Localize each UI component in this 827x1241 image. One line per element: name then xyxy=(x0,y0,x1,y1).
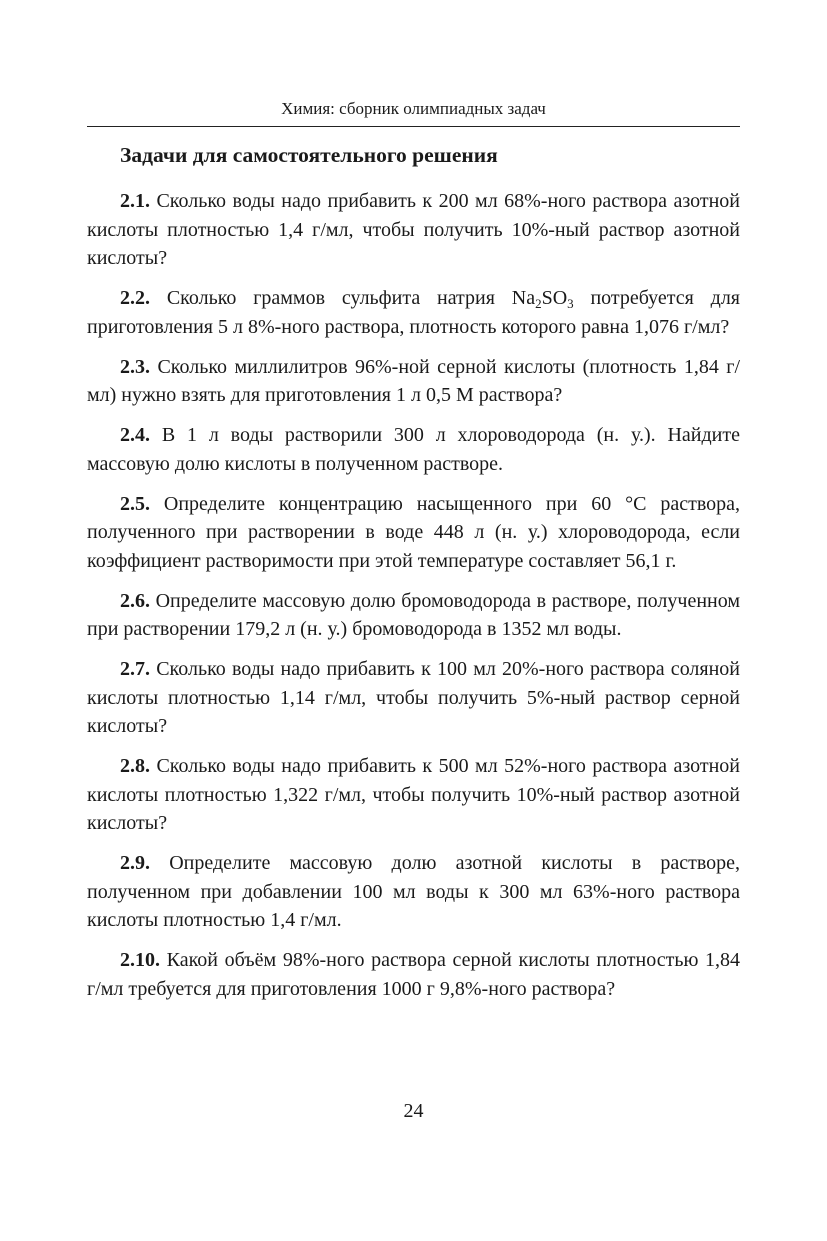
task-number: 2.8. xyxy=(120,755,150,777)
task-number: 2.7. xyxy=(120,658,150,680)
task-number: 2.5. xyxy=(120,492,150,515)
task-number: 2.1. xyxy=(120,190,150,212)
task-text: потребуется для приготовления 5 л 8%-ного раствора, плотность которого равна 1,076 г/мл? xyxy=(87,287,741,338)
section-title: Задачи для самостоятельного решения xyxy=(120,143,498,167)
task-text: Сколько воды надо прибавить к 100 мл 20%-ного раствора соляной кислоты плотностью 1,14 г/мл, чтобы получить 5%-ный раствор серной кислоты? xyxy=(87,658,741,737)
task-2-6 xyxy=(87,587,740,644)
task-number: 2.3. xyxy=(120,355,150,378)
task-2-8 xyxy=(87,752,740,838)
task-list xyxy=(87,187,740,1015)
task-2-5 xyxy=(87,490,740,576)
task-2-9 xyxy=(87,849,740,935)
task-text: Определите массовую долю бромоводорода в растворе, полученном при растворении 179,2 л (н. у.) бромоводорода в 1352 мл воды. xyxy=(87,589,741,640)
task-2-3 xyxy=(87,353,740,410)
task-2-10 xyxy=(87,946,740,1003)
task-text: Сколько воды надо прибавить к 500 мл 52%-ного раствора азотной кислоты плотностью 1,322 г/мл, чтобы получить 10%-ный раствор азотной кислоты? xyxy=(87,755,741,834)
task-text: Определите массовую долю азотной кислоты в растворе, полученном при добавлении 100 мл воды к 300 мл 63%-ного раствора кислоты плотностью 1,4 г/мл. xyxy=(87,852,741,931)
task-number: 2.10. xyxy=(120,949,160,971)
task-number: 2.9. xyxy=(120,852,150,874)
task-text: Сколько миллилитров 96%-ной серной кислоты (плотность 1,84 г/мл) нужно взять для приготовления 1 л 0,5 М раствора? xyxy=(87,355,741,406)
task-text: SO xyxy=(541,287,568,309)
task-text: Какой объём 98%-ного раствора серной кислоты плотностью 1,84 г/мл требуется для приготовления 1000 г 9,8%-ного раствора? xyxy=(87,949,741,1000)
header-rule xyxy=(87,126,740,127)
task-number: 2.4. xyxy=(120,424,150,446)
task-2-2 xyxy=(87,284,740,341)
subscript: 3 xyxy=(567,296,574,311)
subscript: 2 xyxy=(535,296,542,311)
task-text: Сколько воды надо прибавить к 200 мл 68%-ного раствора азотной кислоты плотностью 1,4 г/мл, чтобы получить 10%-ный раствор азотной кислоты? xyxy=(87,190,741,269)
task-text: Сколько граммов сульфита натрия Na xyxy=(166,287,536,309)
running-header: Химия: сборник олимпиадных задач xyxy=(281,99,546,118)
task-number: 2.6. xyxy=(120,589,150,612)
task-number: 2.2. xyxy=(120,287,150,309)
task-text: В 1 л воды растворили 300 л хлороводорода (н. у.). Найдите массовую долю кислоты в полученном растворе. xyxy=(87,424,740,475)
task-2-1 xyxy=(87,187,740,273)
task-text: Определите концентрацию насыщенного при 60 °С раствора, полученного при растворении в воде 448 л (н. у.) хлороводорода, если коэффициент растворимости при этой температуре составляет 56,1 г. xyxy=(87,492,741,572)
task-2-4 xyxy=(87,421,740,478)
task-2-7 xyxy=(87,655,740,741)
page-number: 24 xyxy=(403,1100,424,1122)
